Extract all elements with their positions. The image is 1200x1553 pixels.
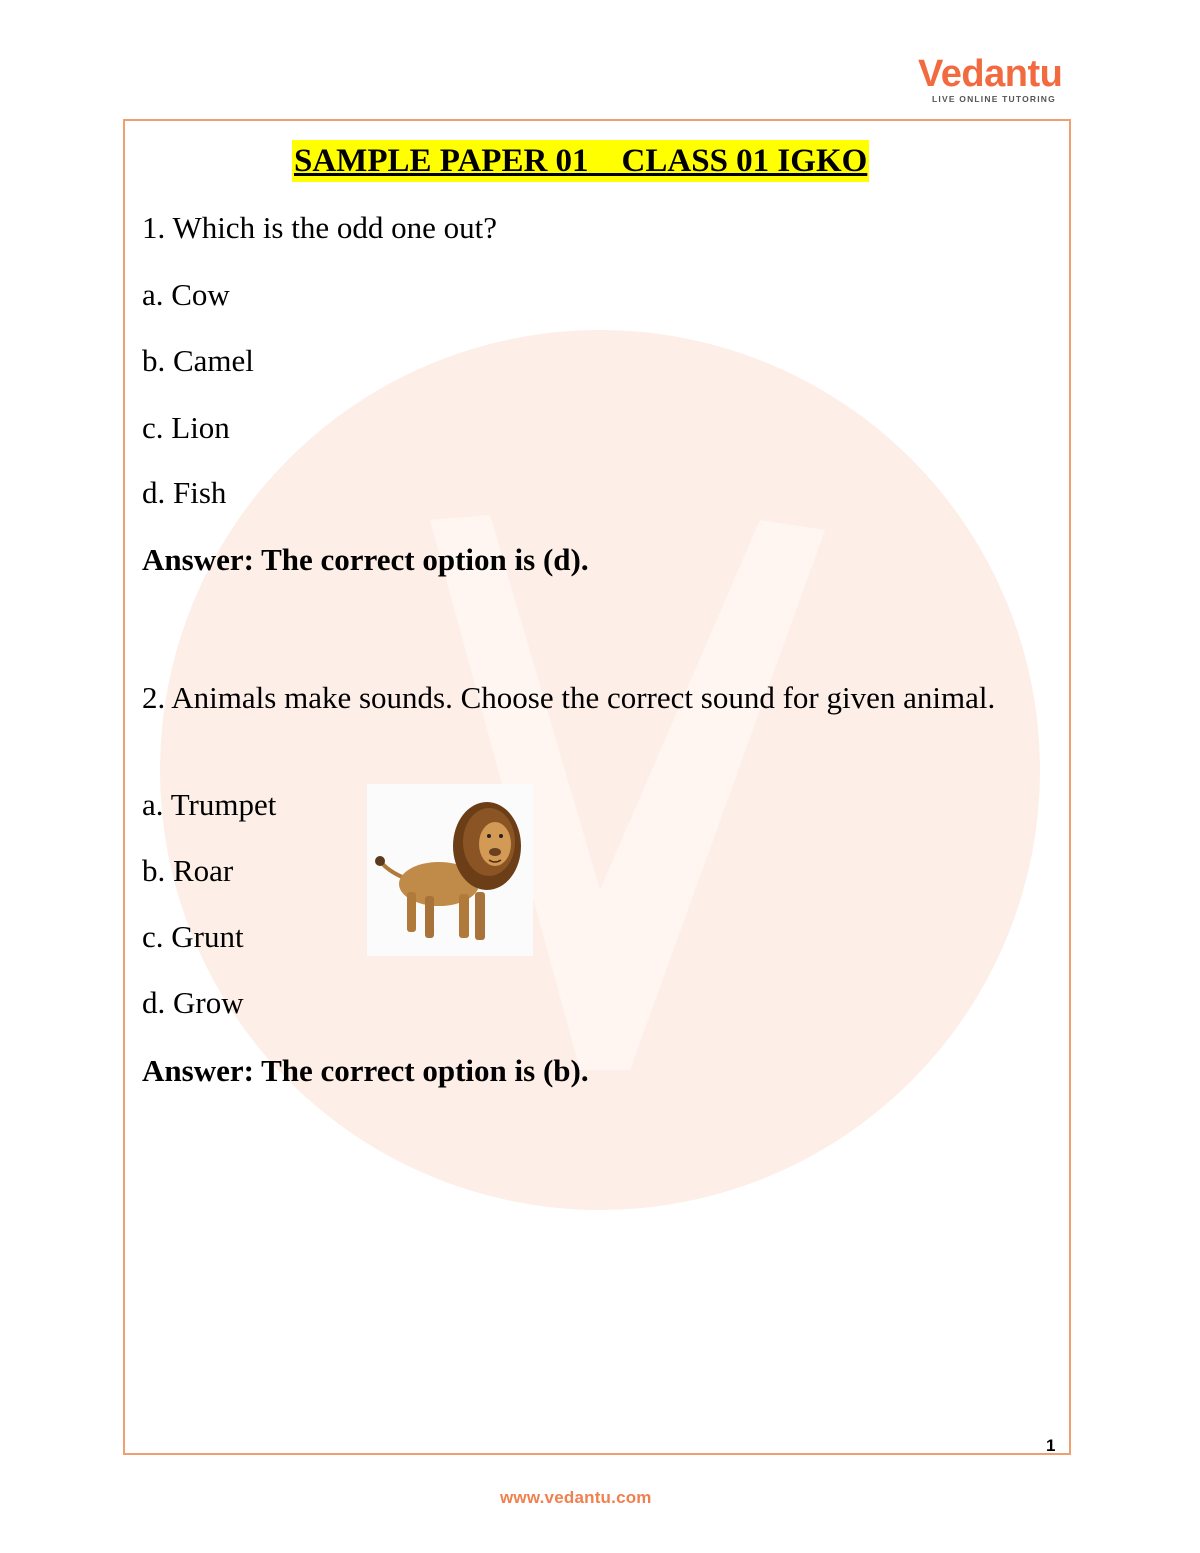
question-2-option-c: c. Grunt: [142, 919, 244, 954]
question-2-answer: Answer: The correct option is (b).: [142, 1053, 589, 1088]
lion-image: [367, 784, 533, 956]
question-2-option-a: a. Trumpet: [142, 787, 277, 822]
question-1-option-c: c. Lion: [142, 410, 230, 445]
question-2-option-d: d. Grow: [142, 985, 244, 1020]
logo-wordmark: Vedantu: [918, 53, 1063, 95]
question-1-option-a: a. Cow: [142, 277, 230, 312]
footer-link[interactable]: www.vedantu.com: [500, 1488, 652, 1507]
page-number: 1: [1046, 1436, 1056, 1455]
question-2-text: 2. Animals make sounds. Choose the correct sound for given animal.: [142, 680, 996, 715]
vedantu-logo: [918, 52, 1068, 108]
question-1-answer: Answer: The correct option is (d).: [142, 542, 589, 577]
logo-tagline: LIVE ONLINE TUTORING: [932, 94, 1056, 104]
page-title: SAMPLE PAPER 01 CLASS 01 IGKO: [292, 140, 869, 182]
question-1-option-b: b. Camel: [142, 343, 254, 378]
question-2-option-b: b. Roar: [142, 853, 234, 888]
question-1-option-d: d. Fish: [142, 475, 227, 510]
question-1-text: 1. Which is the odd one out?: [142, 210, 498, 245]
